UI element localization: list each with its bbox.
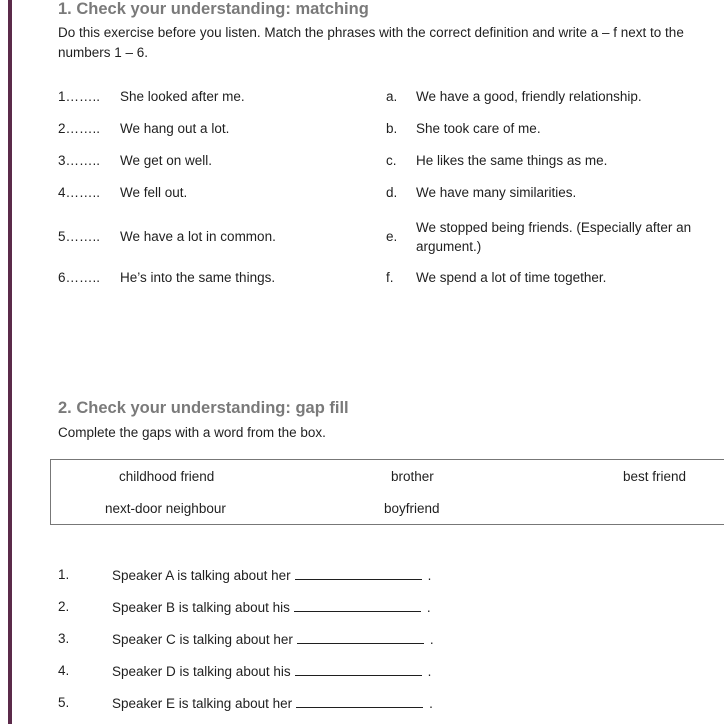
matching-letter: b. bbox=[386, 121, 398, 136]
gap-fill-sentence: Speaker D is talking about his bbox=[112, 664, 291, 679]
matching-number: 1…….. bbox=[58, 89, 101, 104]
matching-letter: d. bbox=[386, 185, 398, 200]
gap-fill-sentence: Speaker A is talking about her bbox=[112, 568, 291, 583]
gap-fill-number: 4. bbox=[58, 663, 70, 678]
gap-fill-blank[interactable] bbox=[295, 663, 422, 676]
matching-definition: We stopped being friends. (Especially after an argument.) bbox=[416, 220, 692, 254]
matching-letter: c. bbox=[386, 153, 397, 168]
matching-phrase: We fell out. bbox=[120, 185, 188, 200]
gap-fill-number: 1. bbox=[58, 567, 70, 582]
gap-fill-period: . bbox=[426, 600, 431, 615]
gap-fill-number: 5. bbox=[58, 695, 70, 710]
gap-fill-blank[interactable] bbox=[294, 599, 421, 612]
matching-phrase: We have a lot in common. bbox=[120, 229, 276, 244]
matching-definition: He likes the same things as me. bbox=[416, 153, 608, 168]
page-margin-rule bbox=[8, 0, 12, 724]
matching-phrase: She looked after me. bbox=[120, 89, 245, 104]
matching-letter: a. bbox=[386, 89, 398, 104]
matching-phrase: We get on well. bbox=[120, 153, 213, 168]
gap-fill-period: . bbox=[429, 632, 434, 647]
matching-phrase: He’s into the same things. bbox=[120, 270, 276, 285]
gap-fill-blank[interactable] bbox=[295, 567, 422, 580]
matching-number: 5…….. bbox=[58, 229, 101, 244]
section2-instruction: Complete the gaps with a word from the box. bbox=[58, 425, 326, 440]
gap-fill-period: . bbox=[429, 696, 433, 711]
gap-fill-number: 2. bbox=[58, 599, 70, 614]
gap-fill-period: . bbox=[427, 568, 432, 583]
word-box bbox=[50, 459, 724, 525]
word-box-item: best friend bbox=[623, 469, 687, 484]
matching-definition: She took care of me. bbox=[416, 121, 541, 136]
matching-number: 4…….. bbox=[58, 185, 101, 200]
word-box-item: childhood friend bbox=[119, 469, 215, 484]
gap-fill-blank[interactable] bbox=[297, 631, 424, 644]
word-box-item: brother bbox=[391, 469, 434, 484]
word-box-item: next-door neighbour bbox=[105, 501, 226, 516]
gap-fill-blank[interactable] bbox=[296, 695, 423, 708]
matching-phrase: We hang out a lot. bbox=[120, 121, 230, 136]
matching-number: 3…….. bbox=[58, 153, 101, 168]
section2-heading: 2. Check your understanding: gap fill bbox=[58, 399, 349, 417]
matching-definition: We spend a lot of time together. bbox=[416, 270, 607, 285]
word-box-item: boyfriend bbox=[384, 501, 440, 516]
matching-letter: f. bbox=[386, 270, 394, 285]
section1-instruction: Do this exercise before you listen. Match the phrases with the correct definition and write a – f next to the bbox=[58, 25, 684, 40]
matching-number: 2…….. bbox=[58, 121, 101, 136]
gap-fill-number: 3. bbox=[58, 631, 70, 646]
gap-fill-sentence: Speaker E is talking about her bbox=[112, 696, 293, 711]
gap-fill-sentence: Speaker B is talking about his bbox=[112, 600, 290, 615]
matching-letter: e. bbox=[386, 229, 398, 244]
section1-instruction-cont: numbers 1 – 6. bbox=[58, 45, 149, 60]
gap-fill-period: . bbox=[427, 664, 432, 679]
section1-heading: 1. Check your understanding: matching bbox=[58, 0, 369, 18]
matching-definition: We have many similarities. bbox=[416, 185, 577, 200]
matching-definition: We have a good, friendly relationship. bbox=[416, 89, 642, 104]
gap-fill-sentence: Speaker C is talking about her bbox=[112, 632, 293, 647]
matching-number: 6…….. bbox=[58, 270, 101, 285]
